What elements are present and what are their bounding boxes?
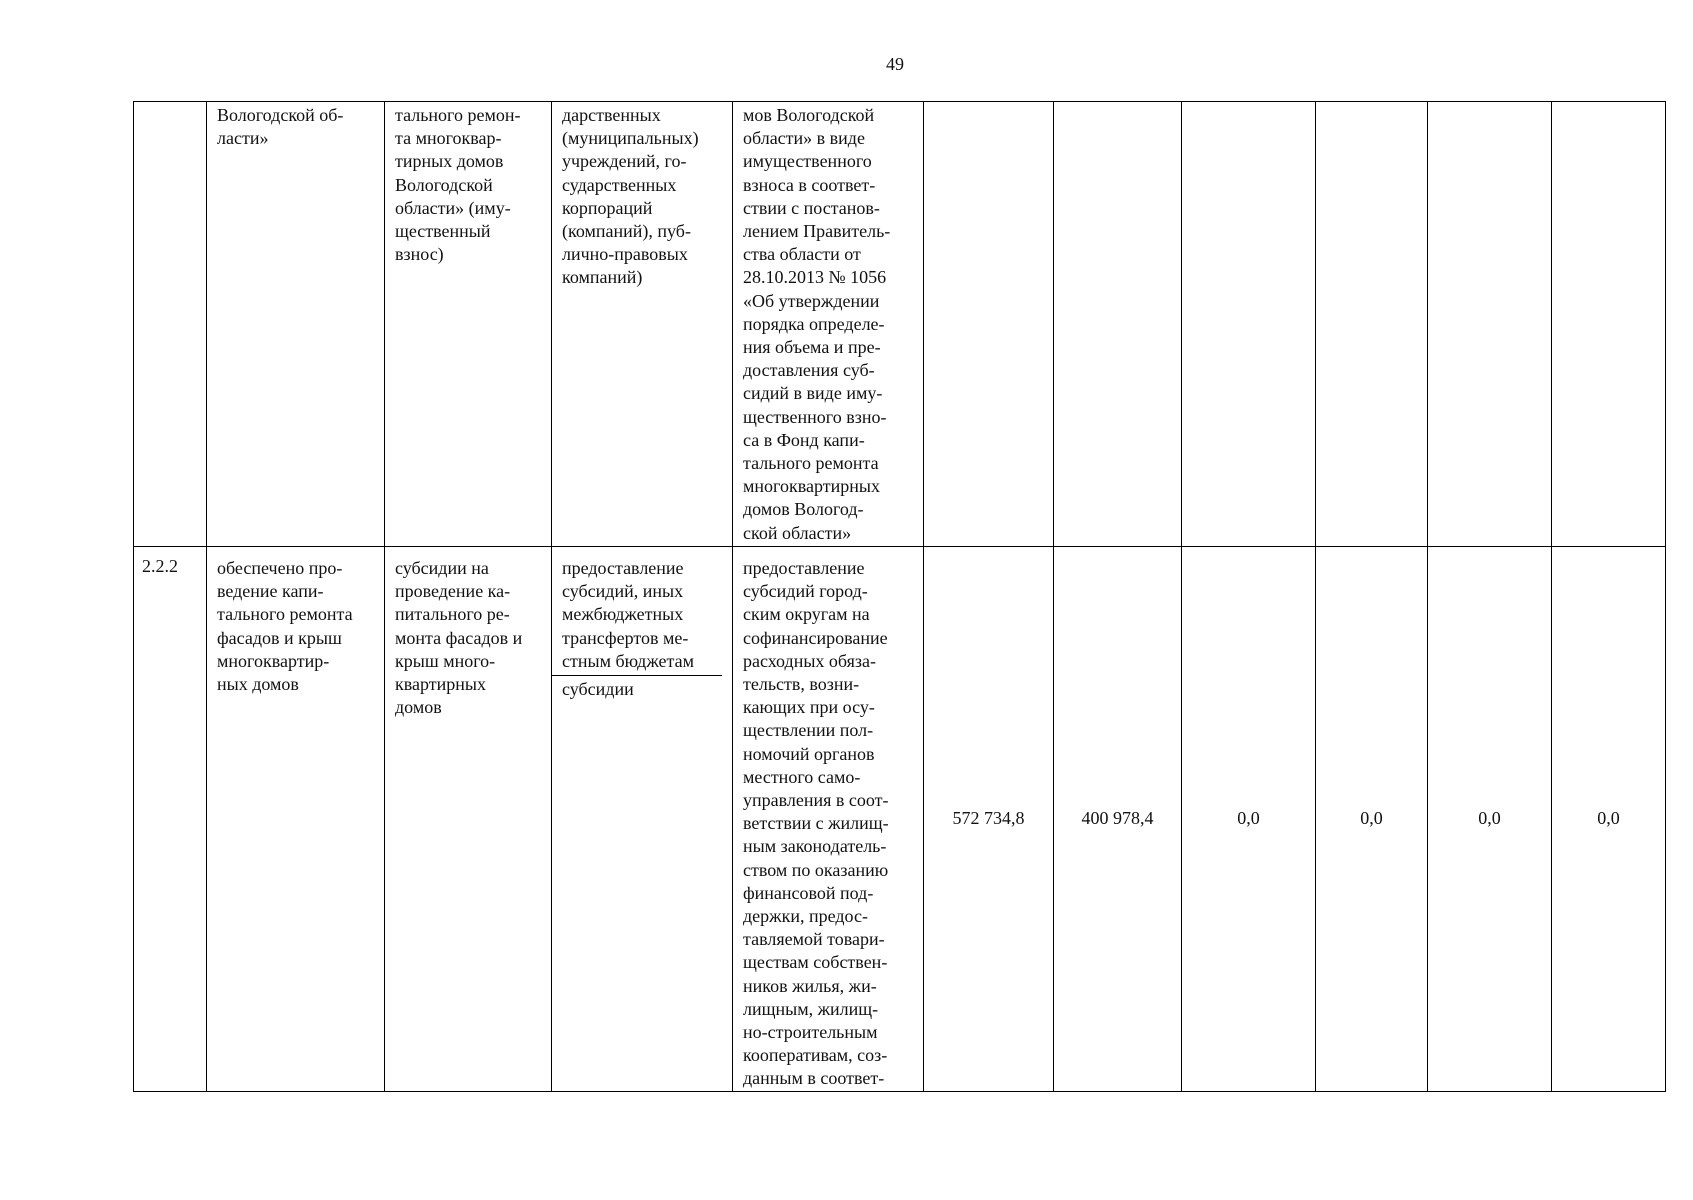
value-cell: [1182, 102, 1316, 547]
result-text: Вологодской об- ласти»: [217, 105, 344, 149]
value-cell: [1552, 547, 1666, 1092]
table-row: [134, 547, 1666, 1092]
description-text: предоставление субсидий город- ским округам на софинансирование расходных обяза- тельств, возни- кающих при осу- ществлении пол- номочий органов местного само- управления в соот- ветствии с жилищ- ным законодатель- ством по оказанию финансовой под- держки, предос- тавляемой товари- ществам собствен- ников жилья, жи- лищным, жилищ- но-строительным кооперативам, соз- данным в соответ-: [743, 558, 889, 1089]
direction-text: дарственных (муниципальных) учреждений, го- сударственных корпораций (компаний), пуб- лично-правовых компаний): [562, 105, 699, 288]
measure-text: субсидии на проведение ка- питального ре- монта фасадов и крыш много- квартирных домов: [395, 558, 523, 718]
value-cell: [1316, 547, 1428, 1092]
value-cell: [1428, 102, 1552, 547]
row-index: 2.2.2: [142, 556, 178, 576]
value-cell: [1428, 547, 1552, 1092]
value-text: 400 978,4: [1081, 808, 1154, 829]
result-text: обеспечено про- ведение капи- тального ремонта фасадов и крыш многоквартир- ных домов: [217, 558, 353, 695]
value-text: 572 734,8: [952, 808, 1025, 829]
value-text: 0,0: [1478, 808, 1501, 829]
measure-text: тального ремон- та многоквар- тирных домов Вологодской области» (иму- щественный взнос): [395, 105, 521, 265]
value-cell: [924, 547, 1054, 1092]
direction-text: предоставление субсидий, иных межбюджетных трансфертов ме- стным бюджетам: [552, 547, 722, 676]
value-text: 0,0: [1237, 808, 1260, 829]
direction-cell: [552, 547, 733, 1092]
value-cell: [1054, 102, 1182, 547]
index-cell: [134, 102, 207, 547]
direction-subtype: субсидии: [562, 679, 634, 700]
measure-cell: [385, 547, 552, 1092]
value-cell: [1054, 547, 1182, 1092]
value-cell: [1182, 547, 1316, 1092]
description-text: мов Вологодской области» в виде имущественного взноса в соответ- ствии с постанов- лением Правитель- ства области от 28.10.2013 № 1056 «Об утверждении порядка определе- ния объема и пре- доставления суб- сидий в виде иму- щественного взно- са в Фонд капи- тального ремонта многоквартирных домов Вологод- ской области»: [743, 105, 891, 543]
page-number: 49: [886, 54, 904, 74]
measure-cell: [385, 102, 552, 547]
value-cell: [1552, 102, 1666, 547]
value-cell: [1316, 102, 1428, 547]
value-text: 0,0: [1597, 808, 1620, 829]
result-cell: [207, 102, 385, 547]
value-text: 0,0: [1360, 808, 1383, 829]
table-row: [134, 102, 1666, 547]
index-cell: [134, 547, 207, 1092]
direction-cell: [552, 102, 733, 547]
result-cell: [207, 547, 385, 1092]
row-index: [134, 102, 206, 110]
description-cell: [733, 102, 924, 547]
description-cell: [733, 547, 924, 1092]
budget-table: [133, 101, 1666, 1092]
value-cell: [924, 102, 1054, 547]
